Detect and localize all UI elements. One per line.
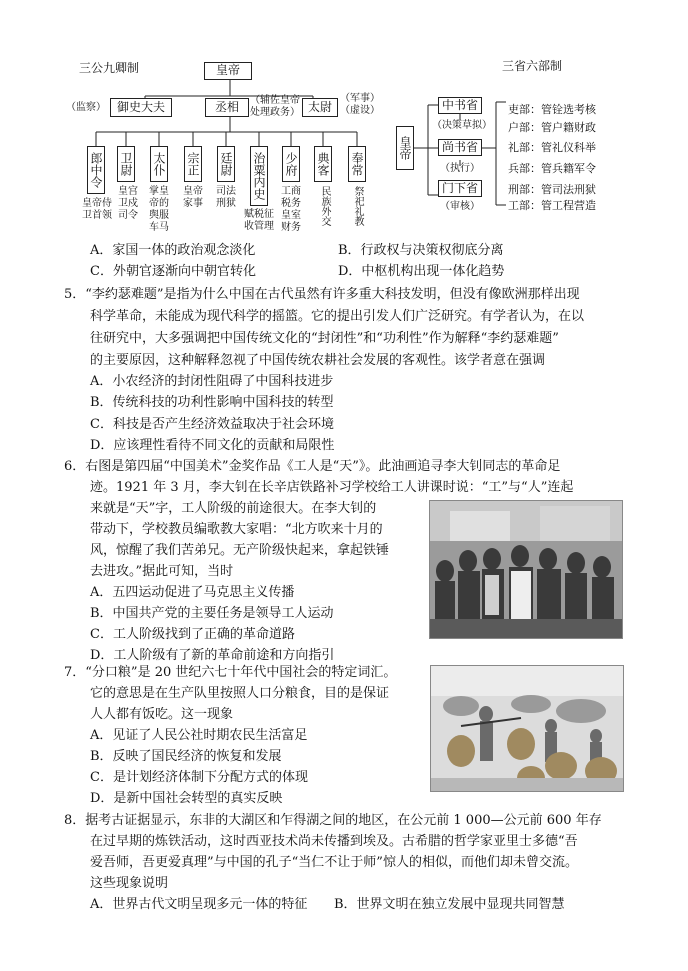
option-a: A．世界古代文明呈现多元一体的特征 [90, 897, 308, 912]
minister-box: 治粟内史 [250, 146, 268, 206]
question-text: 5．“李约瑟难题”是指为什么中国在古代虽然有许多重大科技发明，但没有像欧洲那样出现 [64, 287, 580, 302]
ministry-item: 兵部：管兵籍军令 [508, 162, 596, 175]
option-a: A．见证了人民公社时期农民生活富足 [90, 728, 308, 743]
minister-duty: 皇宫卫戍司令 [118, 186, 138, 221]
minister-duty: 掌皇帝的舆服车马 [149, 186, 169, 233]
painting-grain-image [430, 665, 624, 792]
diagram-left-lines [0, 0, 400, 160]
question-text: 这些现象说明 [90, 876, 169, 891]
option-b: B．世界文明在独立发展中显现共同智慧 [334, 897, 565, 912]
minister-duty: 皇帝侍卫首领 [82, 198, 112, 221]
painting-grain-illustration [431, 666, 623, 791]
minister-duty: 司法刑狱 [216, 186, 236, 209]
question-text: 的主要原因，这种解释忽视了中国传统农耕社会发展的客观性。该学者意在强调 [90, 353, 546, 368]
question-text: 迹。1921 年 3 月，李大钊在长辛店铁路补习学校给工人讲课时说：“工”与“人”连起 [90, 480, 574, 495]
question-text: 风，惊醒了我们苦弟兄。无产阶级快起来，拿起铁锤 [90, 543, 390, 558]
yushi-note: （监察） [66, 102, 106, 113]
question-text: 爱吾师，吾更爱真理”与中国的孔子“当仁不让于师”惊人的相似，而他们却未曾交流。 [90, 855, 578, 870]
yushi-box: 御史大夫 [110, 98, 172, 117]
diagram-left-title: 三公九卿制 [79, 61, 140, 75]
painting-workers-illustration [430, 501, 622, 638]
ministry-item: 户部：管户籍财政 [508, 121, 596, 134]
emperor-box-right: 皇帝 [396, 126, 414, 170]
option-c: C．科技是否产生经济效益取决于社会环境 [90, 417, 334, 432]
option-b: B．反映了国民经济的恢复和发展 [90, 749, 282, 764]
shangshu-note: （执行） [440, 163, 480, 174]
option-d: D．中枢机构出现一体化趋势 [338, 264, 505, 279]
option-d: D．工人阶级有了新的革命前途和方向指引 [90, 648, 335, 663]
option-c: C．外朝官逐渐向中朝官转化 [90, 264, 256, 279]
ministry-item: 工部：管工程营造 [508, 199, 596, 212]
zhongshu-box: 中书省 [438, 97, 482, 114]
minister-box: 奉常 [348, 146, 366, 182]
question-text: 来就是“天”字，工人阶级的前途很大。在李大钊的 [90, 501, 377, 516]
question-text: 7．“分口粮”是 20 世纪六七十年代中国社会的特定词汇。 [64, 665, 397, 680]
minister-box: 廷尉 [217, 146, 235, 182]
question-text: 它的意思是在生产队里按照人口分粮食，目的是保证 [90, 686, 390, 701]
minister-duty: 祭祀礼教 [352, 186, 363, 226]
minister-box: 郎中令 [87, 146, 105, 194]
chengxiang-box: 丞相 [205, 98, 249, 117]
question-text: 科学革命，未能成为现代科学的摇篮。它的提出引发人们广泛研究。有学者认为，在以 [90, 309, 585, 324]
minister-box: 太仆 [150, 146, 168, 182]
option-a: A．五四运动促进了马克思主义传播 [90, 585, 295, 600]
minister-duty: 工商税务皇室财务 [281, 186, 301, 233]
minister-duty: 皇帝家事 [183, 186, 203, 209]
question-text: 8．据考古证据显示，东非的大湖区和乍得湖之间的地区，在公元前 1 000—公元前 600 年存 [64, 813, 602, 828]
painting-workers-image [429, 500, 623, 639]
question-text: 人人都有饭吃。这一现象 [90, 707, 234, 722]
minister-duty: 赋税征收管理 [244, 209, 274, 232]
chengxiang-note: （辅佐皇帝处理政务） [250, 95, 300, 118]
option-c: C．是计划经济体制下分配方式的体现 [90, 770, 308, 785]
shangshu-box: 尚书省 [438, 139, 482, 156]
question-text: 在过早期的炼铁活动，这时西亚技术尚未传播到埃及。古希腊的哲学家亚里士多德“吾 [90, 834, 578, 849]
question-text: 带动下，学校教员编歌教大家唱：“北方吹来十月的 [90, 522, 383, 537]
option-b: B．中国共产党的主要任务是领导工人运动 [90, 606, 334, 621]
option-d: D．应该理性看待不同文化的贡献和局限性 [90, 438, 335, 453]
zhongshu-note: （决策草拟） [432, 120, 492, 131]
ministry-item: 礼部：管礼仪科举 [508, 141, 596, 154]
ministry-item: 刑部：管司法刑狱 [508, 183, 596, 196]
emperor-box-left: 皇帝 [204, 62, 252, 80]
option-b: B．行政权与决策权彻底分离 [338, 243, 504, 258]
question-text: 去进攻。”据此可知，当时 [90, 564, 234, 579]
option-a: A．小农经济的封闭性阻碍了中国科技进步 [90, 374, 334, 389]
diagram-right-title: 三省六部制 [502, 59, 563, 73]
menxia-box: 门下省 [438, 180, 482, 197]
minister-box: 宗正 [184, 146, 202, 182]
taiwei-note: （军事）（虚设） [340, 93, 380, 116]
menxia-note: （审核） [440, 201, 480, 212]
minister-box: 典客 [314, 146, 332, 182]
question-text: 往研究中，大多强调把中国传统文化的“封闭性”和“功利性”作为解释“李约瑟难题” [90, 331, 559, 346]
taiwei-box: 太尉 [302, 98, 338, 117]
option-a: A．家国一体的政治观念淡化 [90, 243, 256, 258]
option-d: D．是新中国社会转型的真实反映 [90, 791, 283, 806]
option-c: C．工人阶级找到了正确的革命道路 [90, 627, 295, 642]
option-b: B．传统科技的功利性影响中国科技的转型 [90, 395, 334, 410]
ministry-item: 吏部：管铨选考核 [508, 103, 596, 116]
minister-box: 少府 [282, 146, 300, 182]
minister-box: 卫尉 [117, 146, 135, 182]
question-text: 6．右图是第四届“中国美术”金奖作品《工人是“天”》。此油画追寻李大钊同志的革命足 [64, 459, 561, 474]
minister-duty: 民族外交 [319, 186, 330, 226]
